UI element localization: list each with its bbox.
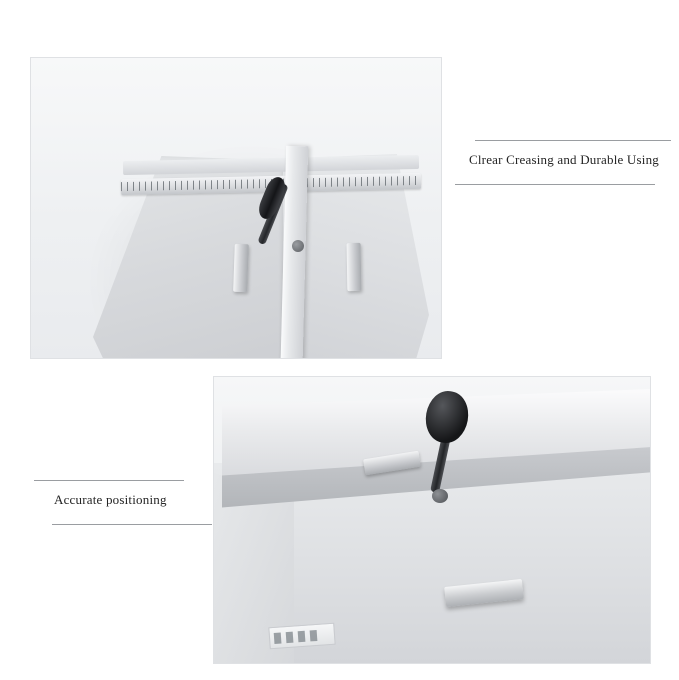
paper-stop-left — [233, 244, 249, 292]
callout-label: Accurate positioning — [54, 492, 167, 507]
paper-stop-right — [347, 243, 362, 291]
scale-mark — [286, 631, 294, 642]
scale-mark — [298, 630, 306, 641]
photo-panel-closeup — [213, 376, 651, 664]
callout-clear-creasing — [455, 140, 675, 190]
handle-pivot-bolt — [292, 240, 304, 252]
callout-accurate-positioning — [28, 480, 218, 530]
closeup-handle-pivot-bolt — [432, 489, 448, 503]
callout-line-bottom — [455, 184, 655, 185]
callout-line-bottom — [52, 524, 212, 525]
photo-panel-full-view — [30, 57, 442, 359]
callout-line-top — [475, 140, 671, 141]
closeup-scale-marks — [268, 623, 335, 650]
scale-mark — [274, 632, 282, 643]
callout-label: Clrear Creasing and Durable Using — [469, 152, 659, 167]
callout-line-top — [34, 480, 184, 481]
scale-mark — [310, 629, 318, 640]
